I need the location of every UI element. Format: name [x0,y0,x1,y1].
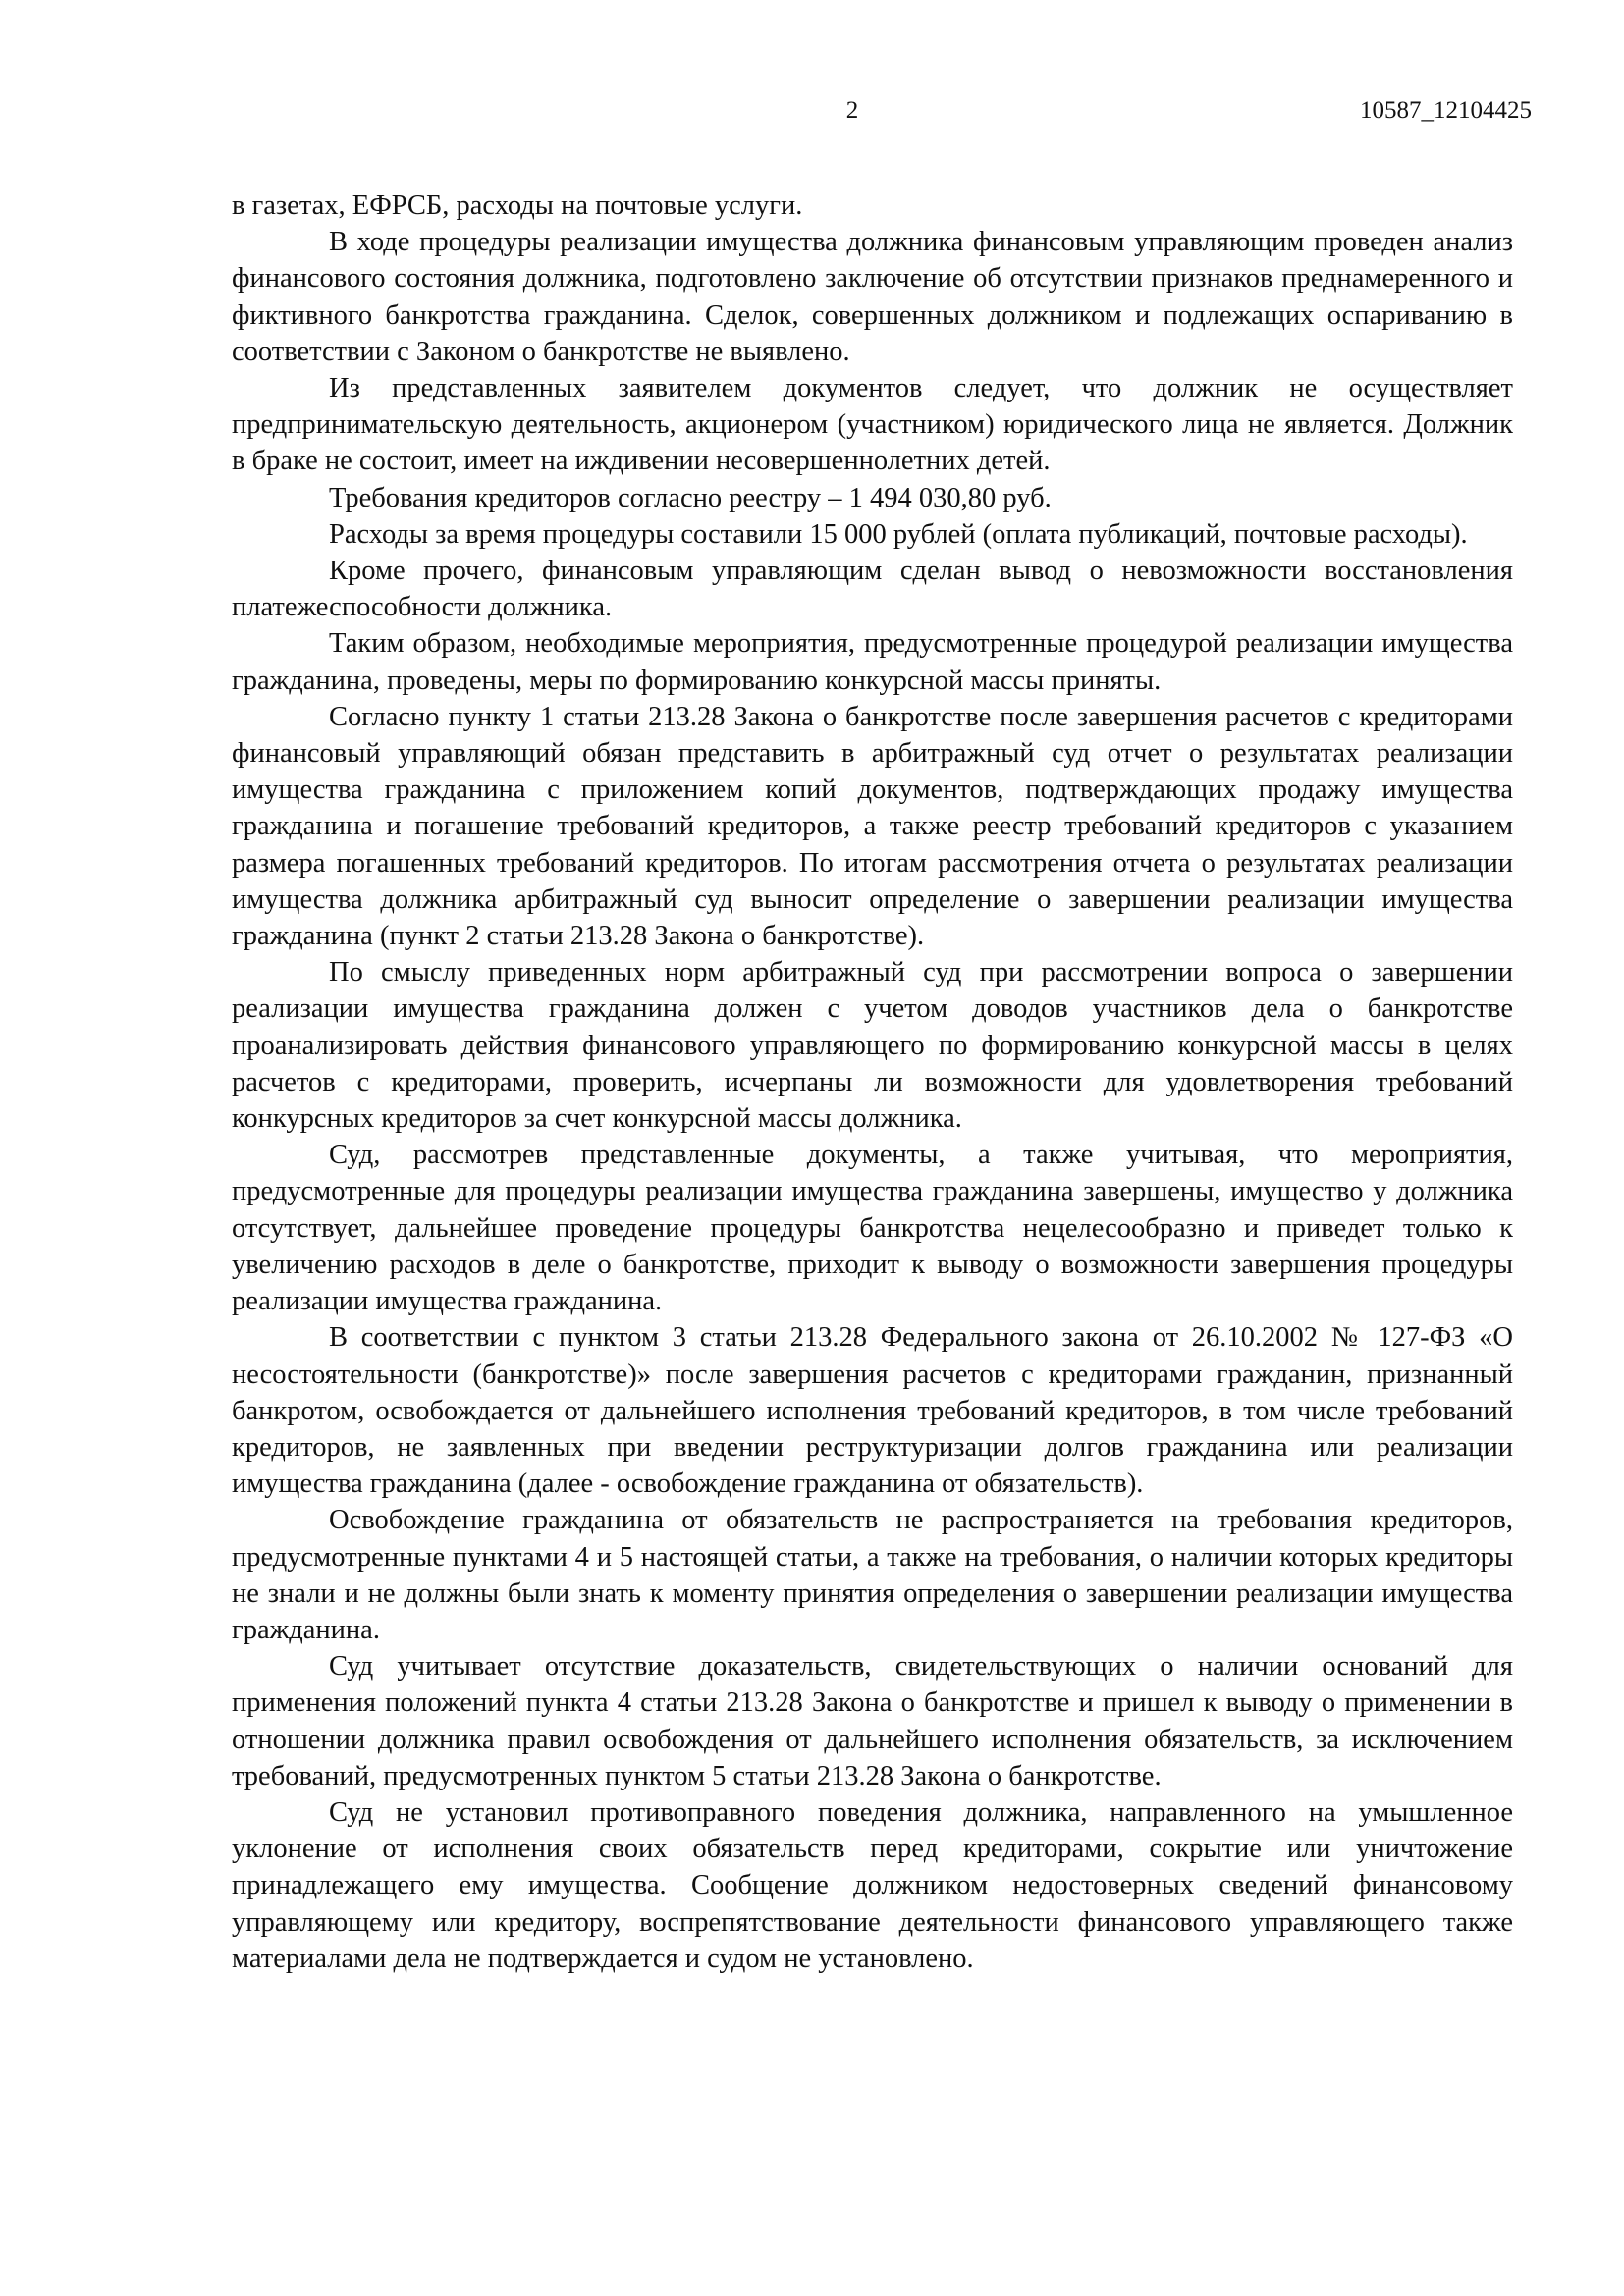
document-body [232,187,1513,1977]
paragraph: Суд учитывает отсутствие доказательств, свидетельствующих о наличии оснований для применения положений пункта 4 статьи 213.28 Закона о банкротстве и пришел к выводу о применении в отношении должника правил освобождения от дальнейшего исполнения обязательств, за исключением требований, предусмотренных пунктом 5 статьи 213.28 Закона о банкротстве. [232,1651,1513,1791]
paragraph: Освобождение гражданина от обязательств не распространяется на требования кредиторов, предусмотренные пунктами 4 и 5 настоящей статьи, а также на требования, о наличии которых кредиторы не знали и не должны были знать к моменту принятия определения о завершении реализации имущества гражданина. [232,1505,1513,1645]
paragraph: По смыслу приведенных норм арбитражный суд при рассмотрении вопроса о завершении реализации имущества гражданина должен с учетом доводов участников дела о банкротстве проанализировать действия финансового управляющего по формированию конкурсной массы в целях расчетов с кредиторами, проверить, исчерпаны ли возможности для удовлетворения требований конкурсных кредиторов за счет конкурсной массы должника. [232,957,1513,1135]
paragraph: Кроме прочего, финансовым управляющим сделан вывод о невозможности восстановления платежеспособности должника. [232,556,1513,623]
paragraph: Расходы за время процедуры составили 15 000 рублей (оплата публикаций, почтовые расходы). [329,518,1468,550]
paragraph: в газетах, ЕФРСБ, расходы на почтовые услуги. [232,190,803,221]
paragraph: Суд не установил противоправного поведения должника, направленного на умышленное уклонение от исполнения своих обязательств перед кредиторами, сокрытие или уничтожение принадлежащего ему имущества. Сообщение должником недостоверных сведений финансовому управляющему или кредитору, воспрепятствование деятельности финансового управляющего также материалами дела не подтверждается и судом не установлено. [232,1796,1513,1974]
document-id: 10587_12104425 [1360,97,1532,124]
paragraph: В ходе процедуры реализации имущества должника финансовым управляющим проведен анализ финансового состояния должника, подготовлено заключение об отсутствии признаков преднамеренного и фиктивного банкротства гражданина. Сделок, совершенных должником и подлежащих оспариванию в соответствии с Законом о банкротстве не выявлено. [232,227,1513,367]
paragraph: Согласно пункту 1 статьи 213.28 Закона о банкротстве после завершения расчетов с кредиторами финансовый управляющий обязан представить в арбитражный суд отчет о результатах реализации имущества гражданина с приложением копий документов, подтверждающих продажу имущества гражданина и погашение требований кредиторов, а также реестр требований кредиторов с указанием размера погашенных требований кредиторов. По итогам рассмотрения отчета о результатах реализации имущества должника арбитражный суд выносит определение о завершении реализации имущества гражданина (пункт 2 статьи 213.28 Закона о банкротстве). [232,701,1513,952]
paragraph: В соответствии с пунктом 3 статьи 213.28 Федерального закона от 26.10.2002 № 127-ФЗ «О несостоятельности (банкротстве)» после завершения расчетов с кредиторами гражданин, признанный банкротом, освобождается от дальнейшего исполнения требований кредиторов, в том числе требований кредиторов, не заявленных при введении реструктуризации долгов гражданина или реализации имущества гражданина (далее - освобождение гражданина от обязательств). [232,1322,1513,1500]
paragraph: Таким образом, необходимые мероприятия, предусмотренные процедурой реализации имущества гражданина, проведены, меры по формированию конкурсной массы приняты. [232,628,1513,696]
paragraph: Суд, рассмотрев представленные документы, а также учитывая, что мероприятия, предусмотренные для процедуры реализации имущества гражданина завершены, имущество у должника отсутствует, дальнейшее проведение процедуры банкротства нецелесообразно и приведет только к увеличению расходов в деле о банкротстве, приходит к выводу о возможности завершения процедуры реализации имущества гражданина. [232,1140,1513,1317]
paragraph: Из представленных заявителем документов следует, что должник не осуществляет предпринимательскую деятельность, акционером (участником) юридического лица не является. Должник в браке не состоит, имеет на иждивении несовершеннолетних детей. [232,373,1513,477]
paragraph: Требования кредиторов согласно реестру – 1 494 030,80 руб. [329,482,1052,513]
page-number: 2 [845,97,859,124]
